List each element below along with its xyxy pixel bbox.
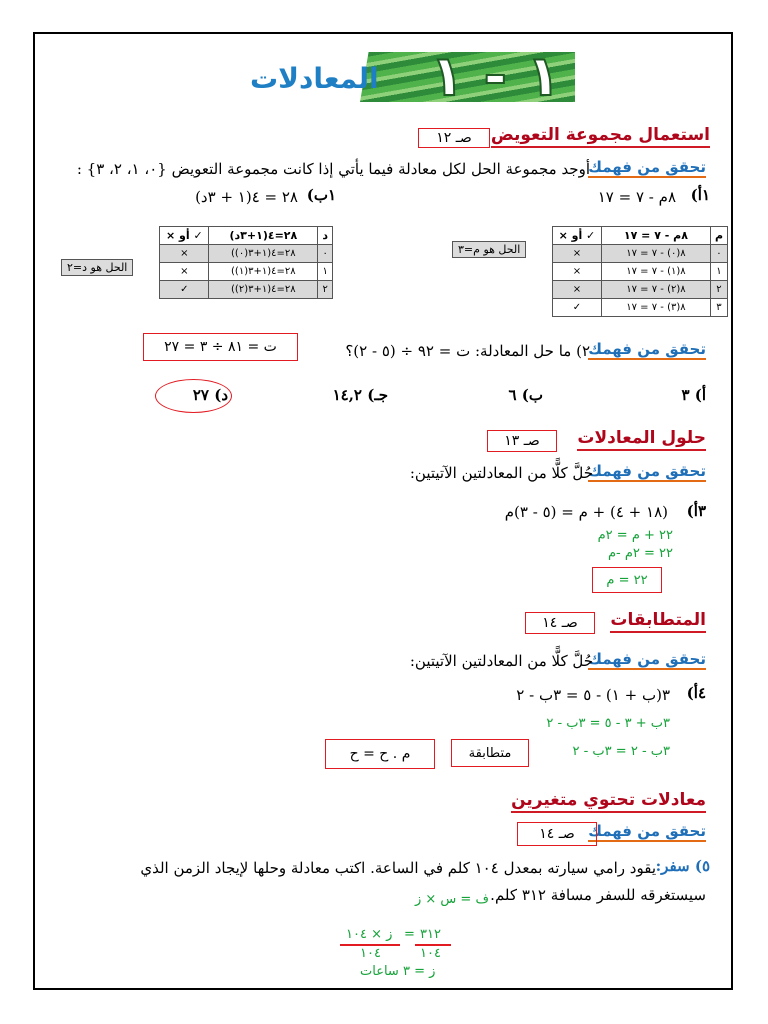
page-ref-box: صـ ١٣ xyxy=(487,430,557,452)
q4-step-1: ٣ب + ٣ - ٥ = ٣ب - ٢ xyxy=(546,716,670,731)
table-cell: × xyxy=(552,245,601,263)
table-cell: × xyxy=(552,281,601,299)
table-cell: ٨(٣) - ٧ = ١٧ xyxy=(601,299,710,317)
solution-table-b xyxy=(159,226,333,299)
q3-step-2: ٢٢ = ٢م -م xyxy=(607,546,673,561)
q2-question: ٢) ما حل المعادلة: ت = ٩٢ ÷ (٥ - ٢)؟ xyxy=(345,342,590,360)
table-cell: ٣ xyxy=(710,299,727,317)
table-cell: × xyxy=(160,245,209,263)
page-ref-box: صـ ١٤ xyxy=(525,612,595,634)
q4-answer-box: م . ح = ح xyxy=(325,739,435,769)
page-ref-box: صـ ١٢ xyxy=(418,128,490,148)
table-header: ٢٨=٤(١+٣د) xyxy=(209,227,318,245)
q4-step-2: ٣ب - ٢ = ٣ب - ٢ xyxy=(572,744,670,759)
choice-a: أ) ٣ xyxy=(681,386,706,404)
q1a-label: ١أ) xyxy=(690,186,710,204)
section-heading-substitution: استعمال مجموعة التعويض xyxy=(491,125,710,148)
q1a-equation: ٨م - ٧ = ١٧ xyxy=(597,188,676,206)
q3-step-1: ٢٢ + م = ٢م xyxy=(597,528,673,543)
lesson-number: ١ - ١ xyxy=(430,44,561,109)
table-cell: ٨(٢) - ٧ = ١٧ xyxy=(601,281,710,299)
q5-label: ٥) سفر: xyxy=(655,857,710,875)
answer-circle xyxy=(155,379,232,413)
instruction-text: حُلَّ كلًّا من المعادلتين الآتيتين: xyxy=(409,464,593,482)
q1b-equation: ٢٨ = ٤(١ + ٣د) xyxy=(195,188,298,206)
calc-denominator-left: ١٠٤ xyxy=(420,946,441,961)
table-cell: ٠ xyxy=(710,245,727,263)
q4-equation: ٣(ب + ١) - ٥ = ٣ب - ٢ xyxy=(516,686,670,704)
q5-text-line-1: يقود رامي سيارته بمعدل ١٠٤ كلم في الساعة. اكتب معادلة وحلها لإيجاد الزمن الذي xyxy=(140,859,656,877)
lesson-title: المعادلات xyxy=(250,62,379,95)
answer-box-b: الحل هو د=٢ xyxy=(61,259,133,276)
table-cell: × xyxy=(552,263,601,281)
q3-answer-box: ٢٢ = م xyxy=(592,567,662,593)
table-cell: ٢٨=٤(١+٣(٠)) xyxy=(209,245,318,263)
equals-sign: = xyxy=(404,927,415,942)
solution-table-a xyxy=(552,226,728,317)
q3-equation: ١٨ + ٤) + م = (٥ - ٣)م) xyxy=(504,503,668,521)
table-header: ٨م - ٧ = ١٧ xyxy=(601,227,710,245)
q3-label: ٣أ) xyxy=(686,502,706,520)
instruction-text: أوجد مجموعة الحل لكل معادلة فيما يأتي إذا كانت مجموعة التعويض {٠، ١، ٢، ٣} : xyxy=(76,160,590,178)
check-understanding-label: تحقق من فهمك xyxy=(588,158,706,176)
q1b-label: ١ب) xyxy=(306,186,336,204)
answer-box-a: الحل هو م=٣ xyxy=(452,241,526,258)
table-cell: ٠ xyxy=(318,245,333,263)
calc-numerator-right: ز × ١٠٤ xyxy=(346,927,393,942)
table-header: ✓ أو × xyxy=(160,227,209,245)
instruction-text: حُلَّ كلًّا من المعادلتين الآتيتين: xyxy=(409,652,593,670)
table-cell: ١ xyxy=(318,263,333,281)
check-understanding-label: تحقق من فهمك xyxy=(588,650,706,668)
check-understanding-label: تحقق من فهمك xyxy=(588,340,706,358)
table-cell: ٢ xyxy=(318,281,333,299)
table-cell: ٢٨=٤(١+٣(١)) xyxy=(209,263,318,281)
choice-c: جـ) ١٤,٢ xyxy=(332,386,388,404)
table-cell: ✓ xyxy=(160,281,209,299)
table-header: م xyxy=(710,227,727,245)
table-cell: ٢ xyxy=(710,281,727,299)
q4-label: ٤أ) xyxy=(686,684,706,702)
calc-numerator-left: ٣١٢ xyxy=(420,927,441,942)
check-understanding-label: تحقق من فهمك xyxy=(588,822,706,840)
table-header: ✓ أو × xyxy=(552,227,601,245)
result-text: ز = ٣ ساعات xyxy=(360,964,436,979)
formula: ف = س × ز xyxy=(415,892,489,907)
q5-text-line-2: سيستغرقه للسفر مسافة ٣١٢ كلم. xyxy=(490,886,706,904)
choice-b: ب) ٦ xyxy=(508,386,543,404)
calc-denominator-right: ١٠٤ xyxy=(360,946,381,961)
identity-box: متطابقة xyxy=(451,739,529,767)
q2-answer-box: ت = ٨١ ÷ ٣ = ٢٧ xyxy=(143,333,298,361)
page-ref-box: صـ ١٤ xyxy=(517,822,597,846)
section-heading-identities: المتطابقات xyxy=(610,610,706,633)
section-heading-solutions: حلول المعادلات xyxy=(577,428,706,451)
table-cell: ١ xyxy=(710,263,727,281)
choice-d: د) ٢٧ xyxy=(192,386,228,404)
check-understanding-label: تحقق من فهمك xyxy=(588,462,706,480)
table-cell: ٨(٠) - ٧ = ١٧ xyxy=(601,245,710,263)
table-cell: ٢٨=٤(١+٣(٢)) xyxy=(209,281,318,299)
table-cell: ٨(١) - ٧ = ١٧ xyxy=(601,263,710,281)
table-cell: × xyxy=(160,263,209,281)
section-heading-two-variables: معادلات تحتوي متغيرين xyxy=(511,790,706,813)
table-header: د xyxy=(318,227,333,245)
table-cell: ✓ xyxy=(552,299,601,317)
